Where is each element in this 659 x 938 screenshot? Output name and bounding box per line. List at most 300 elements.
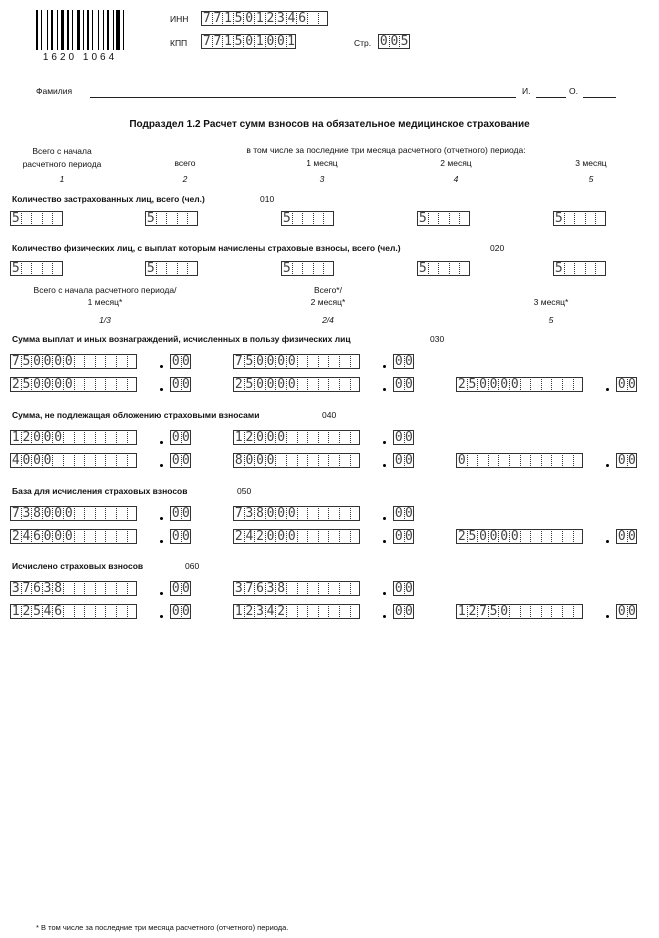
amount-cell: 2 xyxy=(256,529,264,544)
decimal-part xyxy=(616,377,637,392)
decimal-part xyxy=(616,604,637,619)
amount-cell xyxy=(63,453,74,468)
count-cell xyxy=(31,261,42,276)
col3-header: 1 месяц xyxy=(306,158,338,168)
inn-field[interactable] xyxy=(201,11,328,26)
amount-cell xyxy=(307,581,318,596)
amount-cell: 0 xyxy=(489,529,498,544)
decimal-point xyxy=(606,615,609,618)
barcode-bar xyxy=(61,10,64,50)
amount-cell: 0 xyxy=(404,604,413,619)
amount-cell xyxy=(562,529,573,544)
amount-cell: 0 xyxy=(181,604,190,619)
decimal-point xyxy=(606,540,609,543)
amount-cell xyxy=(339,581,350,596)
amount-cell xyxy=(116,453,127,468)
count-cell: 5 xyxy=(282,261,291,276)
amount-cell xyxy=(95,354,106,369)
amount-cell: 1 xyxy=(234,604,243,619)
amount-cell xyxy=(95,604,106,619)
amount-cell xyxy=(105,581,116,596)
amount-cell: 3 xyxy=(245,506,254,521)
initial-i-line[interactable] xyxy=(536,97,566,98)
amount-cell: 7 xyxy=(22,581,31,596)
amount-cell xyxy=(127,604,138,619)
decimal-point xyxy=(383,388,386,391)
count-cell xyxy=(166,211,177,226)
decimal-point xyxy=(606,464,609,467)
amount-cell: 0 xyxy=(287,529,296,544)
amount-cell: 0 xyxy=(171,377,180,392)
amount-cell: 2 xyxy=(457,529,466,544)
amount-cell xyxy=(328,377,339,392)
decimal-point xyxy=(160,464,163,467)
count-cell xyxy=(323,261,334,276)
amount-cell: 2 xyxy=(245,430,254,445)
amount-cell xyxy=(530,529,541,544)
integer-part xyxy=(10,506,137,521)
amount-cell xyxy=(297,430,308,445)
count-cell xyxy=(585,211,596,226)
amount-cell xyxy=(74,377,85,392)
barcode-bar xyxy=(72,10,73,50)
amount-cell: 4 xyxy=(266,604,275,619)
amount-cell xyxy=(573,529,584,544)
amount-cell: 0 xyxy=(404,377,413,392)
amount-cell xyxy=(127,453,138,468)
count-cell: 5 xyxy=(282,211,291,226)
amount-cell: 8 xyxy=(277,581,286,596)
amount-cell xyxy=(127,506,138,521)
amount-cell xyxy=(297,604,308,619)
decimal-point xyxy=(383,464,386,467)
amount-cell xyxy=(328,604,339,619)
amount-cell xyxy=(84,377,95,392)
amount-cell: 0 xyxy=(479,377,487,392)
page-label: Стр. xyxy=(354,38,372,48)
count-cell: 5 xyxy=(11,261,20,276)
count-cell xyxy=(302,211,313,226)
amount-cell: 1 xyxy=(11,430,20,445)
footnote: * В том числе за последние три месяца расчетного (отчетного) периода. xyxy=(36,923,289,932)
amount-cell xyxy=(467,453,478,468)
amount-cell xyxy=(127,529,138,544)
amount-cell xyxy=(350,354,361,369)
amount-cell: 0 xyxy=(617,529,626,544)
sec060-label: Исчислено страховых взносов xyxy=(12,561,144,571)
amount-cell: 2 xyxy=(11,529,20,544)
integer-part xyxy=(456,453,583,468)
sec010-col5[interactable] xyxy=(553,211,606,226)
amount-cell xyxy=(84,506,95,521)
integer-part xyxy=(10,529,137,544)
amount-cell: 0 xyxy=(457,453,466,468)
decimal-part xyxy=(616,453,637,468)
barcode-bar xyxy=(103,10,104,50)
digit-cell xyxy=(307,11,318,26)
amount-cell xyxy=(339,453,350,468)
count-cell xyxy=(564,211,575,226)
sec030-code: 030 xyxy=(430,334,445,344)
kpp-field[interactable] xyxy=(201,34,296,49)
amount-cell: 5 xyxy=(489,604,498,619)
amount-cell: 2 xyxy=(277,604,286,619)
digit-cell: 0 xyxy=(390,34,399,49)
amount-cell xyxy=(318,354,329,369)
integer-part xyxy=(233,453,360,468)
amount-cell: 0 xyxy=(43,377,52,392)
col4-header: 2 месяц xyxy=(440,158,472,168)
amount-cell xyxy=(127,581,138,596)
count-cell xyxy=(42,261,53,276)
integer-part xyxy=(456,604,583,619)
amount-cell: 0 xyxy=(181,506,190,521)
sec020-col5[interactable] xyxy=(553,261,606,276)
amount-cell: 0 xyxy=(171,529,180,544)
amount-cell xyxy=(350,604,361,619)
inn-label: ИНН xyxy=(170,14,189,24)
count-cell xyxy=(595,211,606,226)
amount-cell: 0 xyxy=(277,354,286,369)
count-cell xyxy=(187,211,198,226)
bottom-col1-header-line1: Всего с начала расчетного периода/ xyxy=(33,285,177,295)
amount-cell: 0 xyxy=(617,377,626,392)
sec020-col3[interactable] xyxy=(281,261,334,276)
amount-cell: 0 xyxy=(479,529,487,544)
sec030-label: Сумма выплат и иных вознаграждений, исчисленных в пользу физических лиц xyxy=(12,334,351,344)
count-cell xyxy=(302,261,313,276)
amount-cell: 0 xyxy=(43,453,52,468)
count-cell xyxy=(585,261,596,276)
decimal-point xyxy=(606,388,609,391)
amount-cell xyxy=(297,354,308,369)
count-cell xyxy=(428,211,439,226)
surname-line[interactable] xyxy=(90,97,516,98)
sec010-col3[interactable] xyxy=(281,211,334,226)
integer-part xyxy=(10,377,137,392)
amount-cell: 0 xyxy=(171,354,180,369)
count-cell xyxy=(42,211,53,226)
sec020-col2[interactable] xyxy=(145,261,198,276)
amount-cell: 7 xyxy=(234,354,243,369)
barcode-bar xyxy=(36,10,38,50)
amount-cell xyxy=(541,604,552,619)
amount-cell: 2 xyxy=(457,377,466,392)
amount-cell xyxy=(95,377,106,392)
amount-cell xyxy=(339,377,350,392)
amount-cell: 0 xyxy=(33,430,41,445)
amount-cell xyxy=(509,453,520,468)
decimal-point xyxy=(383,540,386,543)
amount-cell: 0 xyxy=(500,377,509,392)
amount-cell: 5 xyxy=(22,354,31,369)
count-cell: 5 xyxy=(418,211,427,226)
amount-cell xyxy=(84,529,95,544)
amount-cell: 5 xyxy=(468,377,477,392)
decimal-part xyxy=(393,581,414,596)
amount-cell: 0 xyxy=(43,506,52,521)
count-cell xyxy=(574,261,585,276)
amount-cell xyxy=(551,377,562,392)
amount-cell: 0 xyxy=(627,377,636,392)
barcode-bar xyxy=(51,10,53,50)
amount-cell: 0 xyxy=(181,453,190,468)
amount-cell xyxy=(74,430,85,445)
amount-cell: 0 xyxy=(617,604,626,619)
decimal-part xyxy=(393,506,414,521)
amount-cell xyxy=(95,430,106,445)
amount-cell: 3 xyxy=(43,581,52,596)
amount-cell xyxy=(95,506,106,521)
amount-cell xyxy=(318,506,329,521)
amount-cell: 7 xyxy=(11,506,20,521)
amount-cell: 0 xyxy=(277,430,286,445)
amount-cell: 2 xyxy=(11,377,20,392)
sec020-col4[interactable] xyxy=(417,261,470,276)
amount-cell xyxy=(105,377,116,392)
count-cell xyxy=(21,261,32,276)
amount-cell: 2 xyxy=(234,377,243,392)
amount-cell: 0 xyxy=(54,430,63,445)
amount-cell: 0 xyxy=(171,581,180,596)
count-cell: 5 xyxy=(11,211,20,226)
amount-cell: 0 xyxy=(489,377,498,392)
amount-cell: 2 xyxy=(22,604,31,619)
decimal-part xyxy=(393,430,414,445)
amount-cell: 0 xyxy=(181,354,190,369)
amount-cell xyxy=(318,581,329,596)
barcode xyxy=(36,10,124,50)
amount-cell: 0 xyxy=(43,354,52,369)
sec010-col2[interactable] xyxy=(145,211,198,226)
barcode-bar xyxy=(113,10,114,50)
sec020-label: Количество физических лиц, с выплат которым начислены страховые взносы, всего (чел.) xyxy=(12,243,401,253)
amount-cell: 0 xyxy=(510,377,519,392)
amount-cell: 7 xyxy=(11,354,20,369)
amount-cell: 0 xyxy=(256,377,264,392)
amount-cell: 2 xyxy=(245,604,254,619)
count-cell xyxy=(31,211,42,226)
amount-cell: 0 xyxy=(43,529,52,544)
amount-cell xyxy=(541,453,552,468)
amount-cell: 4 xyxy=(22,529,31,544)
amount-cell: 3 xyxy=(266,581,275,596)
amount-cell: 0 xyxy=(394,430,403,445)
amount-cell xyxy=(307,529,318,544)
digit-cell: 7 xyxy=(202,34,211,49)
barcode-bar xyxy=(41,10,42,50)
amount-cell xyxy=(84,581,95,596)
barcode-bar xyxy=(83,10,84,50)
col2-header: всего xyxy=(174,158,196,168)
amount-cell xyxy=(116,604,127,619)
amount-cell xyxy=(105,453,116,468)
amount-cell xyxy=(562,377,573,392)
amount-cell xyxy=(105,529,116,544)
amount-cell xyxy=(573,604,584,619)
page-number-field[interactable] xyxy=(378,34,410,49)
sec010-col4[interactable] xyxy=(417,211,470,226)
amount-cell: 0 xyxy=(627,453,636,468)
amount-cell: 0 xyxy=(171,506,180,521)
amount-cell: 1 xyxy=(457,604,466,619)
decimal-point xyxy=(160,615,163,618)
amount-cell xyxy=(286,581,297,596)
amount-cell xyxy=(74,453,85,468)
amount-cell: 3 xyxy=(11,581,20,596)
digit-cell: 1 xyxy=(287,34,295,49)
amount-cell xyxy=(530,453,541,468)
decimal-part xyxy=(170,354,191,369)
amount-cell: 0 xyxy=(33,377,41,392)
integer-part xyxy=(10,581,137,596)
amount-cell: 5 xyxy=(245,377,254,392)
amount-cell xyxy=(530,604,541,619)
amount-cell: 0 xyxy=(394,377,403,392)
bottom-col1-number: 1/3 xyxy=(99,315,111,325)
amount-cell: 0 xyxy=(500,604,509,619)
amount-cell xyxy=(541,377,552,392)
count-cell xyxy=(438,261,449,276)
digit-cell: 2 xyxy=(266,11,275,26)
amount-cell: 0 xyxy=(404,581,413,596)
amount-cell: 5 xyxy=(22,377,31,392)
amount-cell xyxy=(297,453,308,468)
amount-cell: 0 xyxy=(394,453,403,468)
amount-cell: 0 xyxy=(394,506,403,521)
amount-cell xyxy=(328,529,339,544)
amount-cell: 3 xyxy=(234,581,243,596)
amount-cell xyxy=(275,453,286,468)
amount-cell: 0 xyxy=(33,354,41,369)
amount-cell: 0 xyxy=(171,453,180,468)
count-cell xyxy=(428,261,439,276)
decimal-part xyxy=(616,529,637,544)
amount-cell: 2 xyxy=(468,604,477,619)
integer-part xyxy=(233,529,360,544)
bottom-col2-number: 2/4 xyxy=(322,315,334,325)
amount-cell xyxy=(307,430,318,445)
decimal-part xyxy=(170,529,191,544)
amount-cell: 0 xyxy=(394,581,403,596)
amount-cell xyxy=(328,453,339,468)
sec020-code: 020 xyxy=(490,243,505,253)
amount-cell: 0 xyxy=(277,506,286,521)
amount-cell xyxy=(105,430,116,445)
count-cell: 5 xyxy=(554,211,563,226)
kpp-label: КПП xyxy=(170,38,188,48)
amount-cell xyxy=(541,529,552,544)
amount-cell xyxy=(307,453,318,468)
count-cell xyxy=(459,211,470,226)
decimal-part xyxy=(393,354,414,369)
amount-cell: 6 xyxy=(33,581,41,596)
amount-cell: 8 xyxy=(54,581,63,596)
digit-cell: 7 xyxy=(213,11,222,26)
bottom-col1-header-line2: 1 месяц* xyxy=(87,297,123,307)
sec050-code: 050 xyxy=(237,486,252,496)
amount-cell: 0 xyxy=(33,453,41,468)
sec050-label: База для исчисления страховых взносов xyxy=(12,486,188,496)
digit-cell: 1 xyxy=(224,11,232,26)
amount-cell: 0 xyxy=(266,529,275,544)
amount-cell: 3 xyxy=(22,506,31,521)
initial-o-line[interactable] xyxy=(583,97,616,98)
amount-cell: 0 xyxy=(43,430,52,445)
digit-cell: 0 xyxy=(266,34,275,49)
amount-cell xyxy=(127,354,138,369)
digit-cell: 7 xyxy=(202,11,211,26)
amount-cell: 0 xyxy=(394,354,403,369)
decimal-point xyxy=(160,592,163,595)
count-cell: 5 xyxy=(146,261,155,276)
sec010-col1[interactable] xyxy=(10,211,63,226)
col1-number: 1 xyxy=(59,174,65,184)
amount-cell: 0 xyxy=(287,354,296,369)
amount-cell xyxy=(562,453,573,468)
count-cell xyxy=(459,261,470,276)
sec020-col1[interactable] xyxy=(10,261,63,276)
amount-cell xyxy=(551,529,562,544)
digit-cell: 4 xyxy=(287,11,296,26)
barcode-bar xyxy=(92,10,93,50)
integer-part xyxy=(10,604,137,619)
amount-cell xyxy=(105,354,116,369)
digit-cell: 1 xyxy=(224,34,232,49)
count-cell xyxy=(52,261,63,276)
barcode-bar xyxy=(47,10,48,50)
amount-cell xyxy=(318,529,329,544)
amount-cell xyxy=(116,506,127,521)
integer-part xyxy=(456,529,583,544)
amount-cell xyxy=(63,604,74,619)
sec040-code: 040 xyxy=(322,410,337,420)
amount-cell: 0 xyxy=(181,529,190,544)
amount-cell: 0 xyxy=(266,354,275,369)
amount-cell: 1 xyxy=(11,604,20,619)
count-cell xyxy=(449,211,460,226)
amount-cell xyxy=(63,430,74,445)
barcode-bar xyxy=(123,10,124,50)
digit-cell: 1 xyxy=(255,11,264,26)
col3-number: 3 xyxy=(319,174,325,184)
amount-cell: 0 xyxy=(617,453,626,468)
amount-cell xyxy=(116,581,127,596)
barcode-bar xyxy=(87,10,89,50)
count-cell xyxy=(574,211,585,226)
amount-cell xyxy=(477,453,488,468)
amount-cell xyxy=(520,604,531,619)
digit-cell: 0 xyxy=(245,34,254,49)
amount-cell xyxy=(286,453,297,468)
decimal-part xyxy=(170,430,191,445)
amount-cell: 5 xyxy=(33,604,41,619)
amount-cell: 0 xyxy=(627,604,636,619)
col1-header: Всего с начала расчетного периода xyxy=(22,146,102,169)
amount-cell: 6 xyxy=(54,604,63,619)
decimal-point xyxy=(160,441,163,444)
integer-part xyxy=(456,377,583,392)
count-cell xyxy=(156,261,167,276)
amount-cell xyxy=(339,529,350,544)
amount-cell: 0 xyxy=(266,453,275,468)
bottom-col3-number: 5 xyxy=(548,315,554,325)
amount-cell: 0 xyxy=(287,506,296,521)
decimal-point xyxy=(160,388,163,391)
count-cell xyxy=(52,211,63,226)
count-cell xyxy=(292,211,303,226)
amount-cell: 0 xyxy=(171,430,180,445)
